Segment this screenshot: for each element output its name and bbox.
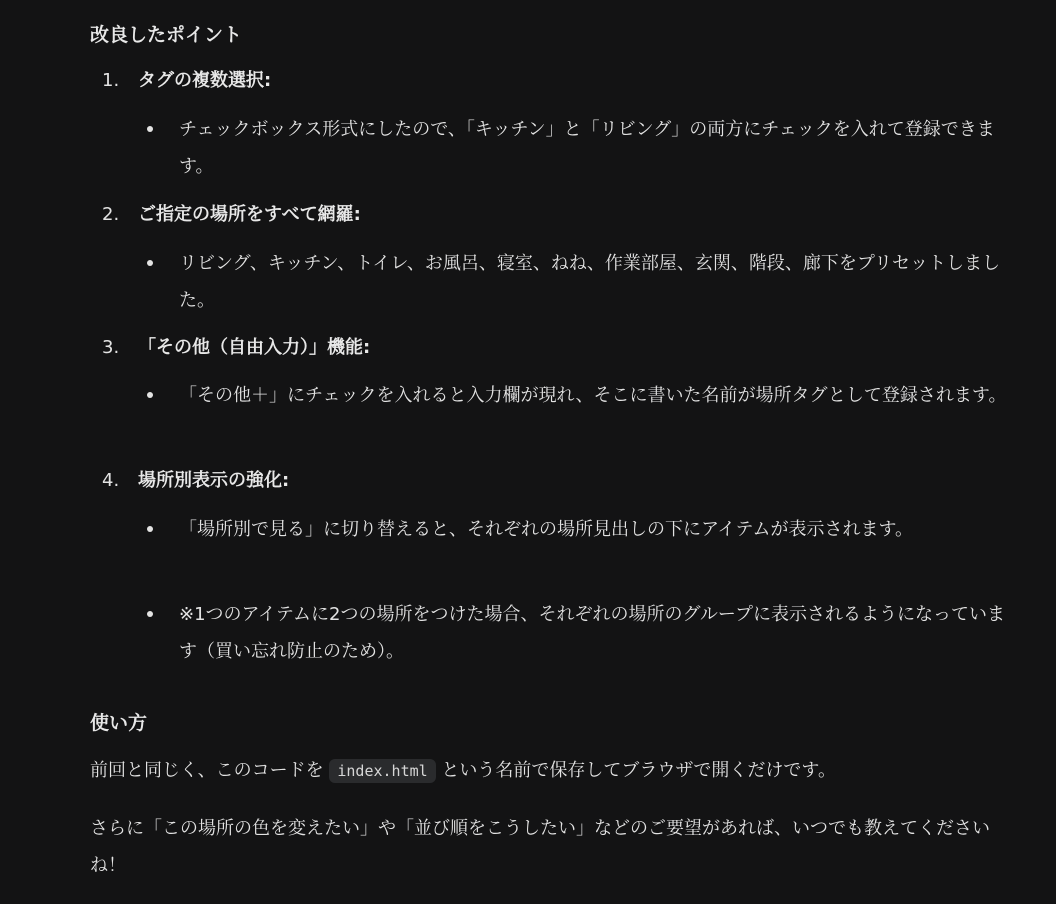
bullet-dot-icon <box>147 611 153 617</box>
list-item-number: 2. <box>102 204 120 225</box>
usage-heading: 使い方 <box>90 712 148 734</box>
bullet-dot-icon <box>147 260 153 266</box>
bullet-dot-icon <box>147 126 153 132</box>
usage-text-before: 前回と同じく、このコードを <box>90 760 330 781</box>
bullet-text: ※1つのアイテムに2つの場所をつけた場合、それぞれの場所のグループに表示されるようになっています（買い忘れ防止のため）。 <box>179 604 1006 662</box>
bullet-text: 「場所別で見る」に切り替えると、それぞれの場所見出しの下にアイテムが表示されます。 <box>179 519 914 540</box>
improvements-heading: 改良したポイント <box>90 24 243 46</box>
bullet-dot-icon <box>147 392 153 398</box>
list-item-title: 「その他（自由入力）」機能: <box>138 337 371 358</box>
bullet-text: チェックボックス形式にしたので、「キッチン」と「リビング」の両方にチェックを入れて登録できます。 <box>179 119 995 177</box>
filename-code: index.html <box>329 759 435 783</box>
list-item-title: タグの複数選択: <box>138 70 272 91</box>
bullet-text: 「その他＋」にチェックを入れると入力欄が現れ、そこに書いた名前が場所タグとして登録されます。 <box>179 385 1007 406</box>
bullet-dot-icon <box>147 526 153 532</box>
list-item-title: ご指定の場所をすべて網羅: <box>138 204 361 225</box>
usage-text-after: という名前で保存してブラウザで開くだけです。 <box>435 760 836 781</box>
usage-paragraph <box>90 752 1020 790</box>
closing-paragraph: さらに「この場所の色を変えたい」や「並び順をこうしたい」などのご要望があれば、いつでも教えてくださいね！ <box>90 818 990 876</box>
list-item-number: 1. <box>102 70 120 91</box>
list-item-title: 場所別表示の強化: <box>138 470 290 491</box>
list-item-number: 4. <box>102 470 120 491</box>
list-item-number: 3. <box>102 337 120 358</box>
bullet-text: リビング、キッチン、トイレ、お風呂、寝室、ねね、作業部屋、玄関、階段、廊下をプリセットしました。 <box>179 253 1000 311</box>
